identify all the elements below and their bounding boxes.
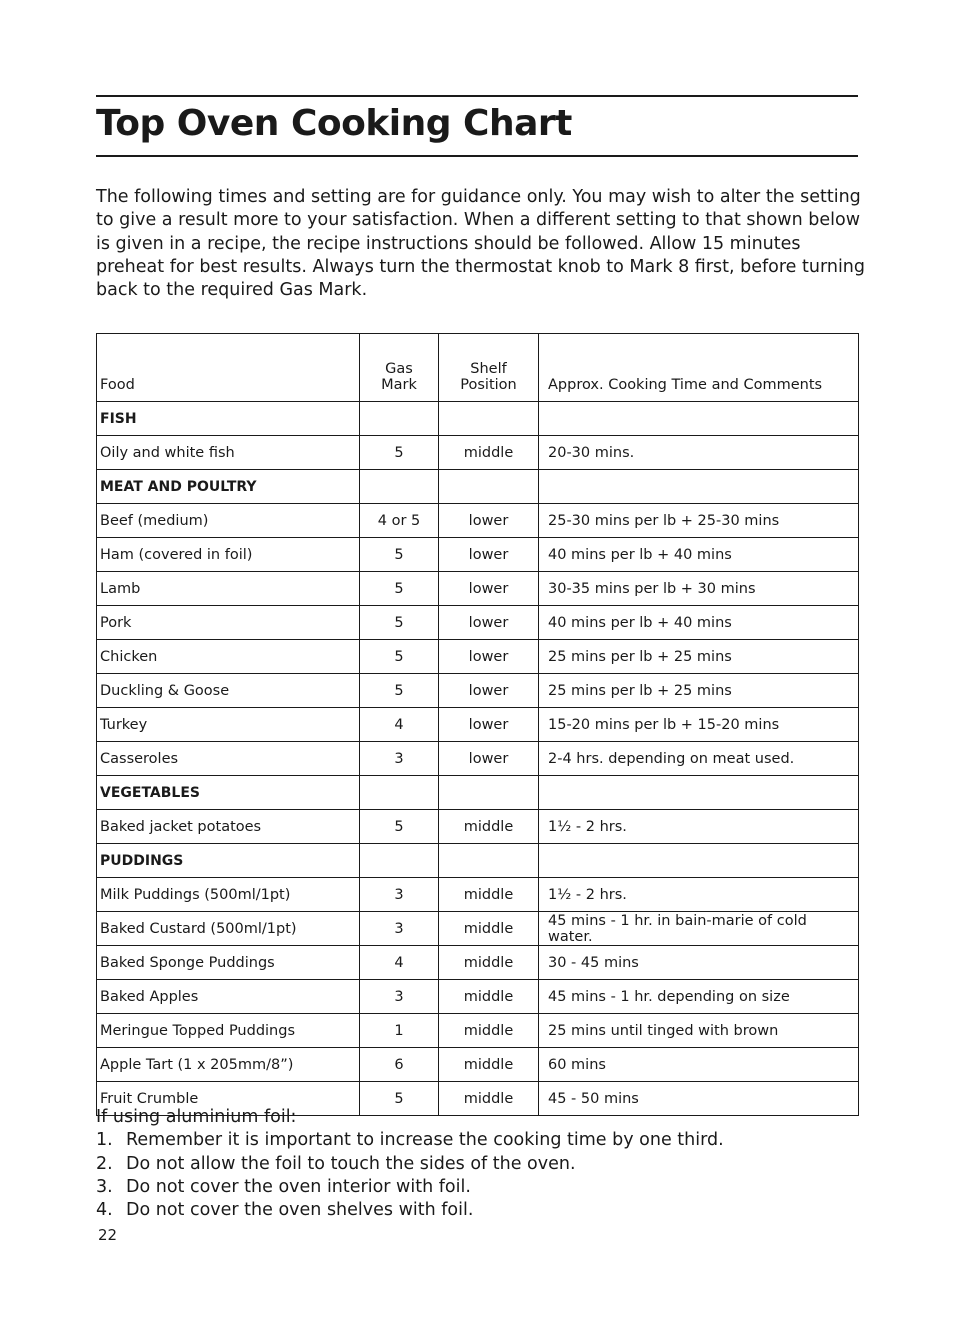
gas-mark-cell: 4 or 5 bbox=[360, 504, 439, 538]
shelf-position-cell: lower bbox=[439, 538, 539, 572]
note-text: Do not cover the oven interior with foil. bbox=[126, 1176, 471, 1197]
gas-mark-cell: 5 bbox=[360, 674, 439, 708]
food-cell: Casseroles bbox=[97, 742, 360, 776]
cooking-time-cell: 1½ - 2 hrs. bbox=[539, 878, 859, 912]
notes-list bbox=[96, 1129, 724, 1222]
food-cell: Milk Puddings (500ml/1pt) bbox=[97, 878, 360, 912]
food-cell: Pork bbox=[97, 606, 360, 640]
cooking-time-cell: 45 - 50 mins bbox=[539, 1082, 859, 1116]
shelf-position-cell bbox=[439, 776, 539, 810]
cooking-time-cell: 45 mins - 1 hr. depending on size bbox=[539, 980, 859, 1014]
table-row bbox=[97, 912, 859, 946]
cooking-time-cell: 45 mins - 1 hr. in bain-marie of cold water. bbox=[539, 912, 859, 946]
food-cell: Apple Tart (1 x 205mm/8”) bbox=[97, 1048, 360, 1082]
food-cell: Ham (covered in foil) bbox=[97, 538, 360, 572]
note-item bbox=[96, 1199, 724, 1222]
table-row bbox=[97, 538, 859, 572]
gas-mark-cell: 5 bbox=[360, 436, 439, 470]
table-row bbox=[97, 980, 859, 1014]
cooking-time-cell bbox=[539, 776, 859, 810]
header-food: Food bbox=[97, 334, 360, 402]
notes-heading: If using aluminium foil: bbox=[96, 1107, 297, 1127]
table-row bbox=[97, 572, 859, 606]
gas-mark-cell: 1 bbox=[360, 1014, 439, 1048]
gas-mark-cell: 5 bbox=[360, 1082, 439, 1116]
food-cell: MEAT AND POULTRY bbox=[97, 470, 360, 504]
cooking-time-cell bbox=[539, 470, 859, 504]
cooking-time-cell: 60 mins bbox=[539, 1048, 859, 1082]
food-cell: Oily and white fish bbox=[97, 436, 360, 470]
food-cell: FISH bbox=[97, 402, 360, 436]
header-shelf-position: Shelf Position bbox=[439, 334, 539, 402]
foil-notes bbox=[96, 1106, 724, 1222]
shelf-position-cell: lower bbox=[439, 674, 539, 708]
food-cell: Meringue Topped Puddings bbox=[97, 1014, 360, 1048]
table-row bbox=[97, 436, 859, 470]
cooking-time-cell bbox=[539, 844, 859, 878]
cooking-chart-table bbox=[96, 333, 859, 1116]
note-text: Do not allow the foil to touch the sides of the oven. bbox=[126, 1153, 576, 1174]
shelf-position-cell: middle bbox=[439, 1014, 539, 1048]
shelf-position-cell bbox=[439, 402, 539, 436]
table-row bbox=[97, 878, 859, 912]
food-cell: Baked Sponge Puddings bbox=[97, 946, 360, 980]
shelf-position-cell: middle bbox=[439, 436, 539, 470]
food-cell: Lamb bbox=[97, 572, 360, 606]
page-number: 22 bbox=[98, 1226, 118, 1244]
table-header-row bbox=[97, 334, 859, 402]
gas-mark-cell: 5 bbox=[360, 810, 439, 844]
gas-mark-cell: 4 bbox=[360, 708, 439, 742]
table-row bbox=[97, 640, 859, 674]
gas-mark-cell: 4 bbox=[360, 946, 439, 980]
cooking-time-cell bbox=[539, 402, 859, 436]
header-cooking-time: Approx. Cooking Time and Comments bbox=[539, 334, 859, 402]
shelf-position-cell: lower bbox=[439, 708, 539, 742]
table-row bbox=[97, 810, 859, 844]
cooking-time-cell: 15-20 mins per lb + 15-20 mins bbox=[539, 708, 859, 742]
cooking-time-cell: 30-35 mins per lb + 30 mins bbox=[539, 572, 859, 606]
note-number: 4. bbox=[96, 1200, 113, 1221]
note-number: 3. bbox=[96, 1176, 113, 1197]
gas-mark-cell: 3 bbox=[360, 980, 439, 1014]
cooking-time-cell: 20-30 mins. bbox=[539, 436, 859, 470]
cooking-time-cell: 40 mins per lb + 40 mins bbox=[539, 606, 859, 640]
food-cell: VEGETABLES bbox=[97, 776, 360, 810]
title-underline bbox=[96, 155, 858, 157]
shelf-position-cell: lower bbox=[439, 572, 539, 606]
shelf-position-cell: lower bbox=[439, 640, 539, 674]
table-row bbox=[97, 504, 859, 538]
intro-paragraph: The following times and setting are for guidance only. You may wish to alter the setting to give a result more to your satisfaction. When a different setting to that shown below is given in a recipe, the recipe instructions should be followed. Allow 15 minutes preheat for best results. Always turn the thermostat knob to Mark 8 first, before turning back to the required Gas Mark. bbox=[96, 187, 866, 301]
gas-mark-cell: 3 bbox=[360, 878, 439, 912]
shelf-position-cell: middle bbox=[439, 946, 539, 980]
table-body bbox=[97, 402, 859, 1116]
cooking-time-cell: 25 mins per lb + 25 mins bbox=[539, 674, 859, 708]
food-cell: Baked Apples bbox=[97, 980, 360, 1014]
table-row bbox=[97, 708, 859, 742]
shelf-position-cell: middle bbox=[439, 1048, 539, 1082]
food-cell: Beef (medium) bbox=[97, 504, 360, 538]
table-row bbox=[97, 742, 859, 776]
table-row bbox=[97, 1048, 859, 1082]
gas-mark-cell: 5 bbox=[360, 606, 439, 640]
header-gas-mark: Gas Mark bbox=[360, 334, 439, 402]
food-cell: Baked jacket potatoes bbox=[97, 810, 360, 844]
section-row bbox=[97, 776, 859, 810]
gas-mark-cell: 5 bbox=[360, 572, 439, 606]
gas-mark-cell: 5 bbox=[360, 640, 439, 674]
food-cell: Duckling & Goose bbox=[97, 674, 360, 708]
cooking-time-cell: 40 mins per lb + 40 mins bbox=[539, 538, 859, 572]
gas-mark-cell bbox=[360, 402, 439, 436]
note-number: 1. bbox=[96, 1130, 113, 1151]
shelf-position-cell bbox=[439, 470, 539, 504]
gas-mark-cell: 3 bbox=[360, 912, 439, 946]
gas-mark-cell bbox=[360, 844, 439, 878]
table-row bbox=[97, 674, 859, 708]
table-row bbox=[97, 946, 859, 980]
table-row bbox=[97, 606, 859, 640]
food-cell: Fruit Crumble bbox=[97, 1082, 360, 1116]
food-cell: Chicken bbox=[97, 640, 360, 674]
note-number: 2. bbox=[96, 1153, 113, 1174]
shelf-position-cell: lower bbox=[439, 742, 539, 776]
cooking-time-cell: 25 mins until tinged with brown bbox=[539, 1014, 859, 1048]
gas-mark-cell bbox=[360, 776, 439, 810]
gas-mark-cell: 3 bbox=[360, 742, 439, 776]
cooking-time-cell: 2-4 hrs. depending on meat used. bbox=[539, 742, 859, 776]
shelf-position-cell: middle bbox=[439, 912, 539, 946]
note-text: Do not cover the oven shelves with foil. bbox=[126, 1200, 474, 1221]
shelf-position-cell: middle bbox=[439, 810, 539, 844]
shelf-position-cell: lower bbox=[439, 606, 539, 640]
page-title: Top Oven Cooking Chart bbox=[96, 103, 572, 144]
cooking-time-cell: 25-30 mins per lb + 25-30 mins bbox=[539, 504, 859, 538]
gas-mark-cell: 6 bbox=[360, 1048, 439, 1082]
food-cell: PUDDINGS bbox=[97, 844, 360, 878]
top-rule bbox=[96, 95, 858, 97]
food-cell: Turkey bbox=[97, 708, 360, 742]
cooking-time-cell: 1½ - 2 hrs. bbox=[539, 810, 859, 844]
shelf-position-cell: middle bbox=[439, 878, 539, 912]
note-item bbox=[96, 1176, 724, 1199]
gas-mark-cell: 5 bbox=[360, 538, 439, 572]
note-text: Remember it is important to increase the cooking time by one third. bbox=[126, 1130, 724, 1151]
gas-mark-cell bbox=[360, 470, 439, 504]
shelf-position-cell bbox=[439, 844, 539, 878]
food-cell: Baked Custard (500ml/1pt) bbox=[97, 912, 360, 946]
note-item bbox=[96, 1153, 724, 1176]
table-row bbox=[97, 1014, 859, 1048]
shelf-position-cell: middle bbox=[439, 980, 539, 1014]
shelf-position-cell: middle bbox=[439, 1082, 539, 1116]
note-item bbox=[96, 1129, 724, 1152]
section-row bbox=[97, 470, 859, 504]
section-row bbox=[97, 844, 859, 878]
section-row bbox=[97, 402, 859, 436]
cooking-time-cell: 30 - 45 mins bbox=[539, 946, 859, 980]
cooking-time-cell: 25 mins per lb + 25 mins bbox=[539, 640, 859, 674]
shelf-position-cell: lower bbox=[439, 504, 539, 538]
